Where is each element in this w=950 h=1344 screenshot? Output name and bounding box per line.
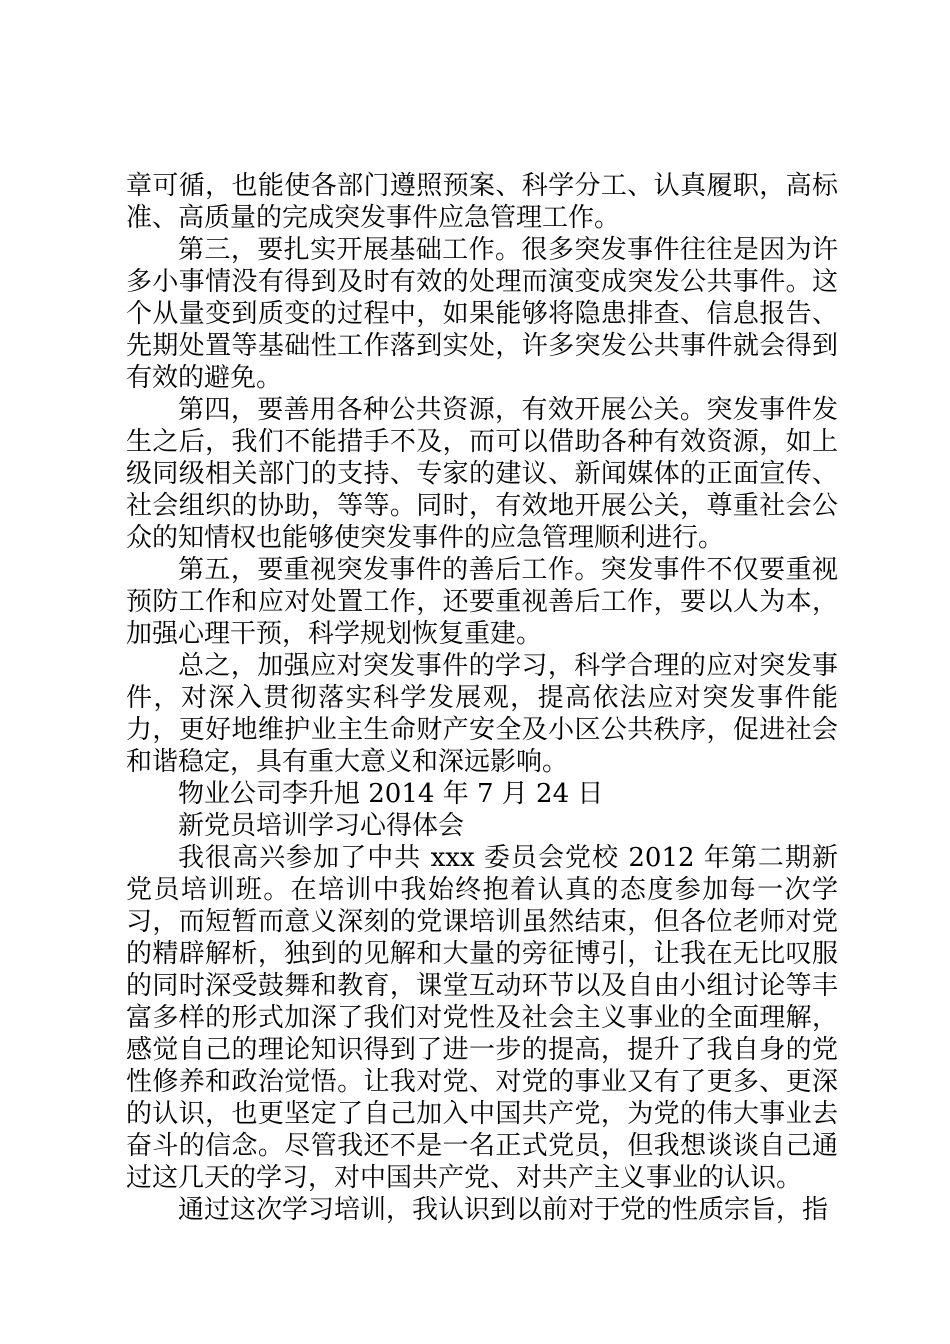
signature-line: 物业公司李升旭 2014 年 7 月 24 日 <box>178 779 604 809</box>
section-title: 新党员培训学习心得体会 <box>178 811 465 841</box>
document-page <box>126 170 838 1226</box>
paragraph-fifth-point: 第五，要重视突发事件的善后工作。突发事件不仅要重视预防工作和应对处置工作，还要重视善后工作，要以人为本，加强心理干预，科学规划恢复重建。 <box>126 555 838 649</box>
paragraph-training-start: 通过这次学习培训，我认识到以前对于党的性质宗旨，指 <box>178 1195 829 1225</box>
paragraph-conclusion: 总之，加强应对突发事件的学习，科学合理的应对突发事件，对深入贯彻落实科学发展观，提高依法应对突发事件能力，更好地维护业主生命财产安全及小区公共秩序，促进社会和谐稳定，具有重大意义和深远影响。 <box>126 651 838 777</box>
paragraph-continuation: 章可循，也能使各部门遵照预案、科学分工、认真履职，高标准、高质量的完成突发事件应急管理工作。 <box>126 171 838 233</box>
paragraph-fourth-point: 第四，要善用各种公共资源，有效开展公关。突发事件发生之后，我们不能措手不及，而可以借助各种有效资源，如上级同级相关部门的支持、专家的建议、新闻媒体的正面宣传、社会组织的协助，等等。同时，有效地开展公关，尊重社会公众的知情权也能够使突发事件的应急管理顺利进行。 <box>126 395 838 553</box>
paragraph-training-intro: 我很高兴参加了中共 xxx 委员会党校 2012 年第二期新党员培训班。在培训中我始终抱着认真的态度参加每一次学习，而短暂而意义深刻的党课培训虽然结束，但各位老师对党的精辟解析，独到的见解和大量的旁征博引，让我在无比叹服的同时深受鼓舞和教育，课堂互动环节以及自由小组讨论等丰富多样的形式加深了我们对党性及社会主义事业的全面理解，感觉自己的理论知识得到了进一步的提高，提升了我自身的党性修养和政治觉悟。让我对党、对党的事业又有了更多、更深的认识，也更坚定了自己加入中国共产党，为党的伟大事业去奋斗的信念。尽管我还不是一名正式党员，但我想谈谈自己通过这几天的学习，对中国共产党、对共产主义事业的认识。 <box>126 843 838 1193</box>
paragraph-third-point: 第三，要扎实开展基础工作。很多突发事件往往是因为许多小事情没有得到及时有效的处理而演变成突发公共事件。这个从量变到质变的过程中，如果能够将隐患排查、信息报告、先期处置等基础性工作落到实处，许多突发公共事件就会得到有效的避免。 <box>126 235 838 393</box>
